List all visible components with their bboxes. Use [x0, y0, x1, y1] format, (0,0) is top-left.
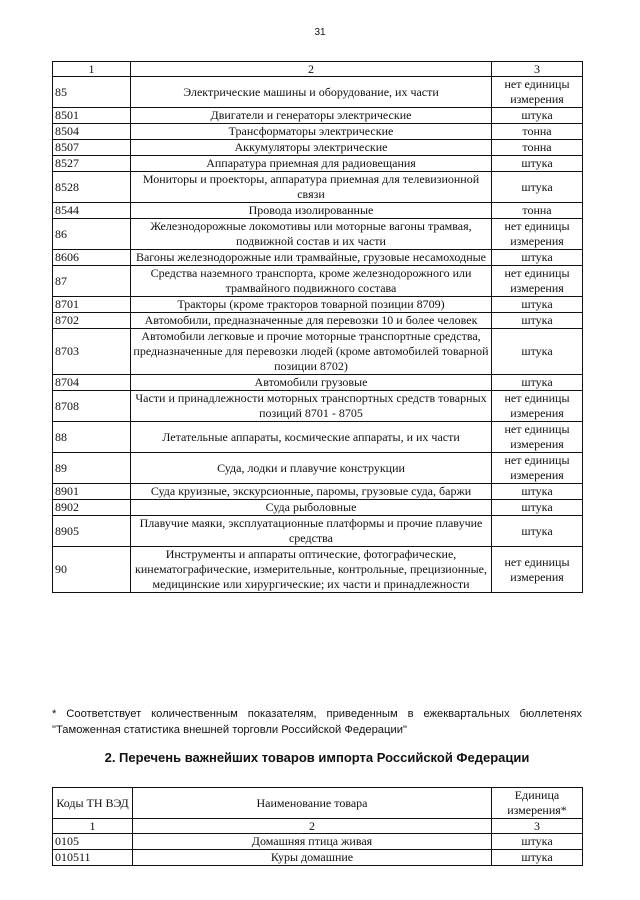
unit-cell: тонна: [492, 124, 583, 140]
unit-cell: тонна: [492, 140, 583, 156]
code-cell: 8544: [53, 203, 131, 219]
column-number-row: [53, 819, 583, 834]
name-cell: Двигатели и генераторы электрические: [131, 108, 492, 124]
code-cell: 010511: [53, 850, 133, 866]
table-row: [53, 266, 583, 297]
column-number: 2: [131, 62, 492, 77]
unit-cell: штука: [492, 156, 583, 172]
header-name: Наименование товара: [133, 788, 492, 819]
name-cell: Домашняя птица живая: [133, 834, 492, 850]
unit-cell: нет единицы измерения: [492, 219, 583, 250]
unit-cell: штука: [492, 108, 583, 124]
code-cell: 85: [53, 77, 131, 108]
code-cell: 8901: [53, 484, 131, 500]
unit-cell: штука: [492, 500, 583, 516]
code-cell: 8528: [53, 172, 131, 203]
header-codes: Коды ТН ВЭД: [53, 788, 133, 819]
code-cell: 89: [53, 453, 131, 484]
unit-cell: штука: [492, 834, 583, 850]
code-cell: 88: [53, 422, 131, 453]
unit-cell: штука: [492, 484, 583, 500]
name-cell: Трансформаторы электрические: [131, 124, 492, 140]
unit-cell: нет единицы измерения: [492, 547, 583, 593]
name-cell: Железнодорожные локомотивы или моторные вагоны трамвая, подвижной состав и их части: [131, 219, 492, 250]
header-row: [53, 788, 583, 819]
unit-cell: нет единицы измерения: [492, 391, 583, 422]
export-goods-table: [52, 61, 583, 593]
column-number: 2: [133, 819, 492, 834]
table-row: [53, 484, 583, 500]
code-cell: 8606: [53, 250, 131, 266]
column-number: 3: [492, 62, 583, 77]
unit-cell: штука: [492, 313, 583, 329]
column-number: 3: [492, 819, 583, 834]
name-cell: Мониторы и проекторы, аппаратура приемная для телевизионной связи: [131, 172, 492, 203]
table-row: [53, 516, 583, 547]
import-goods-table: [52, 787, 583, 866]
unit-cell: нет единицы измерения: [492, 77, 583, 108]
code-cell: 8507: [53, 140, 131, 156]
code-cell: 87: [53, 266, 131, 297]
code-cell: 8702: [53, 313, 131, 329]
table-row: [53, 313, 583, 329]
name-cell: Автомобили грузовые: [131, 375, 492, 391]
table-row: [53, 124, 583, 140]
table-row: [53, 219, 583, 250]
code-cell: 8504: [53, 124, 131, 140]
name-cell: Плавучие маяки, эксплуатационные платформы и прочие плавучие средства: [131, 516, 492, 547]
column-number: 1: [53, 819, 133, 834]
unit-cell: штука: [492, 375, 583, 391]
unit-cell: штука: [492, 850, 583, 866]
page-number: 31: [314, 27, 326, 38]
header-unit: Единица измерения*: [492, 788, 583, 819]
table-row: [53, 547, 583, 593]
name-cell: Суда рыболовные: [131, 500, 492, 516]
name-cell: Электрические машины и оборудование, их части: [131, 77, 492, 108]
name-cell: Аппаратура приемная для радиовещания: [131, 156, 492, 172]
table-row: [53, 77, 583, 108]
table-row: [53, 422, 583, 453]
unit-cell: тонна: [492, 203, 583, 219]
code-cell: 8905: [53, 516, 131, 547]
unit-cell: штука: [492, 172, 583, 203]
code-cell: 8501: [53, 108, 131, 124]
table-row: [53, 172, 583, 203]
table-row: [53, 108, 583, 124]
name-cell: Тракторы (кроме тракторов товарной позиции 8709): [131, 297, 492, 313]
name-cell: Аккумуляторы электрические: [131, 140, 492, 156]
unit-cell: штука: [492, 516, 583, 547]
column-number-row: [53, 62, 583, 77]
code-cell: 8703: [53, 329, 131, 375]
name-cell: Суда круизные, экскурсионные, паромы, грузовые суда, баржи: [131, 484, 492, 500]
code-cell: 8708: [53, 391, 131, 422]
name-cell: Куры домашние: [133, 850, 492, 866]
unit-cell: штука: [492, 250, 583, 266]
footnote: * Соответствует количественным показателям, приведенным в ежеквартальных бюллетенях "Таможенная статистика внешней торговли Российской Федерации": [52, 708, 582, 736]
unit-cell: нет единицы измерения: [492, 453, 583, 484]
table-row: [53, 391, 583, 422]
code-cell: 90: [53, 547, 131, 593]
table-row: [53, 203, 583, 219]
unit-cell: нет единицы измерения: [492, 266, 583, 297]
code-cell: 0105: [53, 834, 133, 850]
code-cell: 86: [53, 219, 131, 250]
unit-cell: нет единицы измерения: [492, 422, 583, 453]
unit-cell: штука: [492, 329, 583, 375]
name-cell: Автомобили легковые и прочие моторные транспортные средства, предназначенные для перевозки людей (кроме автомобилей товарной позиции 8702): [131, 329, 492, 375]
table-row: [53, 500, 583, 516]
code-cell: 8704: [53, 375, 131, 391]
name-cell: Средства наземного транспорта, кроме железнодорожного или трамвайного подвижного состава: [131, 266, 492, 297]
table-row: [53, 850, 583, 866]
code-cell: 8701: [53, 297, 131, 313]
table-row: [53, 297, 583, 313]
name-cell: Провода изолированные: [131, 203, 492, 219]
section-title: 2. Перечень важнейших товаров импорта Российской Федерации: [104, 750, 530, 765]
table-row: [53, 834, 583, 850]
code-cell: 8527: [53, 156, 131, 172]
name-cell: Летательные аппараты, космические аппараты, и их части: [131, 422, 492, 453]
name-cell: Вагоны железнодорожные или трамвайные, грузовые несамоходные: [131, 250, 492, 266]
table-row: [53, 140, 583, 156]
table-row: [53, 156, 583, 172]
table-row: [53, 250, 583, 266]
table-row: [53, 329, 583, 375]
name-cell: Суда, лодки и плавучие конструкции: [131, 453, 492, 484]
name-cell: Части и принадлежности моторных транспортных средств товарных позиций 8701 - 8705: [131, 391, 492, 422]
name-cell: Инструменты и аппараты оптические, фотографические, кинематографические, измерительные, контрольные, прецизионные, медицинские или хирургические; их части и принадлежности: [131, 547, 492, 593]
column-number: 1: [53, 62, 131, 77]
code-cell: 8902: [53, 500, 131, 516]
table-row: [53, 375, 583, 391]
unit-cell: штука: [492, 297, 583, 313]
name-cell: Автомобили, предназначенные для перевозки 10 и более человек: [131, 313, 492, 329]
table-row: [53, 453, 583, 484]
